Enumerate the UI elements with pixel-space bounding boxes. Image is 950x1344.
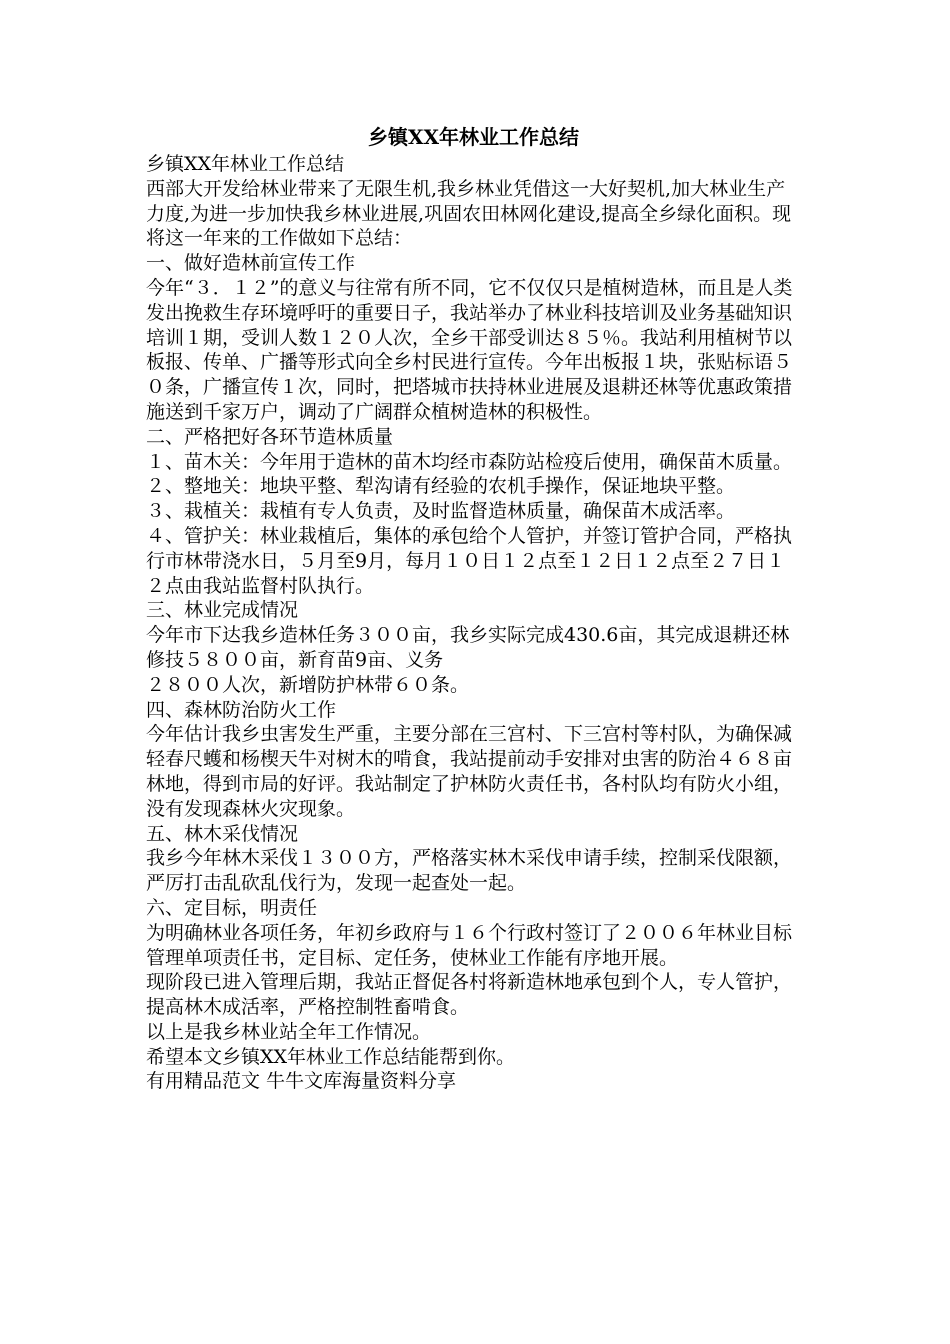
list-item-land-prep: ２、整地关：地块平整、犁沟请有经验的农机手操作，保证地块平整。 [146,475,736,498]
paragraph-hope: 希望本文乡镇XX年林业工作总结能帮到你。 [146,1045,516,1068]
paragraph-completion: 今年市下达我乡造林任务３００亩，我乡实际完成430.6亩，其完成退耕还林修技５８００亩，新育苗9亩、义务 [146,624,790,671]
paragraph-footer: 有用精品范文 牛牛文库海量资料分享 [146,1070,457,1093]
paragraph-pest-fire: 今年估计我乡虫害发生严重，主要分部在三宫村、下三宫村等村队，为确保减轻春尺蠖和杨楔天牛对树木的啃食，我站提前动手安排对虫害的防治４６８亩林地，得到市局的好评。我站制定了护林防火责任书，各村队均有防火小组，没有发现森林火灾现象。 [146,723,793,820]
section-heading-pest-fire: 四、森林防治防火工作 [146,698,337,721]
list-item-maintenance: ４、管护关：林业栽植后，集体的承包给个人管护，并签订管护合同，严格执行市林带浇水日，５月至9月，每月１０日１２点至１２日１２点至２７日１２点由我站监督村队执行。 [146,524,793,597]
section-heading-quality: 二、严格把好各环节造林质量 [146,425,394,448]
paragraph-current-stage: 现阶段已进入管理后期，我站正督促各村将新造林地承包到个人，专人管护，提高林木成活率，严格控制牲畜啃食。 [146,971,793,1019]
paragraph-conclusion: 以上是我乡林业站全年工作情况。 [146,1020,432,1043]
paragraph-intro: 西部大开发给林业带来了无限生机,我乡林业凭借这一大好契机,加大林业生产力度,为进一步加快我乡林业进展,巩固农田林网化建设,提高全乡绿化面积。现将这一年来的工作做如下总结： [146,177,792,250]
document-title: 乡镇XX年林业工作总结 [367,125,580,149]
paragraph-subtitle: 乡镇XX年林业工作总结 [146,153,345,175]
paragraph-logging: 我乡今年林木采伐１３００方，严格落实林木采伐申请手续，控制采伐限额，严厉打击乱砍乱伐行为，发现一起查处一起。 [146,847,793,895]
section-heading-goals: 六、定目标，明责任 [146,896,318,919]
list-item-seedlings: １、苗木关：今年用于造林的苗木均经市森防站检疫后使用，确保苗木质量。 [146,450,793,473]
paragraph-publicity: 今年“３．１２”的意义与往常有所不同，它不仅仅只是植树造林，而且是人类发出挽救生存环境呼吁的重要日子，我站举办了林业科技培训及业务基础知识培训１期，受训人数１２０人次，全乡干部受训达８５％。我站利用植树节以板报、传单、广播等形式向全乡村民进行宣传。今年出板报１块，张贴标语５０条，广播宣传１次，同时，把塔城市扶持林业进展及退耕还林等优惠政策措施送到千家万户，调动了广阔群众植树造林的积极性。 [146,276,793,423]
document-body [146,152,801,1094]
paragraph-completion-cont: ２８００人次，新增防护林带６０条。 [146,673,470,696]
section-heading-publicity: 一、做好造林前宣传工作 [146,252,356,275]
paragraph-goals: 为明确林业各项任务，年初乡政府与１６个行政村签订了２００６年林业目标管理单项责任书，定目标、定任务，使林业工作能有序地开展。 [146,921,793,969]
list-item-planting: ３、栽植关：栽植有专人负责，及时监督造林质量，确保苗木成活率。 [146,500,736,523]
document-page [146,122,801,1094]
section-heading-completion: 三、林业完成情况 [146,599,299,622]
section-heading-logging: 五、林木采伐情况 [146,822,299,845]
